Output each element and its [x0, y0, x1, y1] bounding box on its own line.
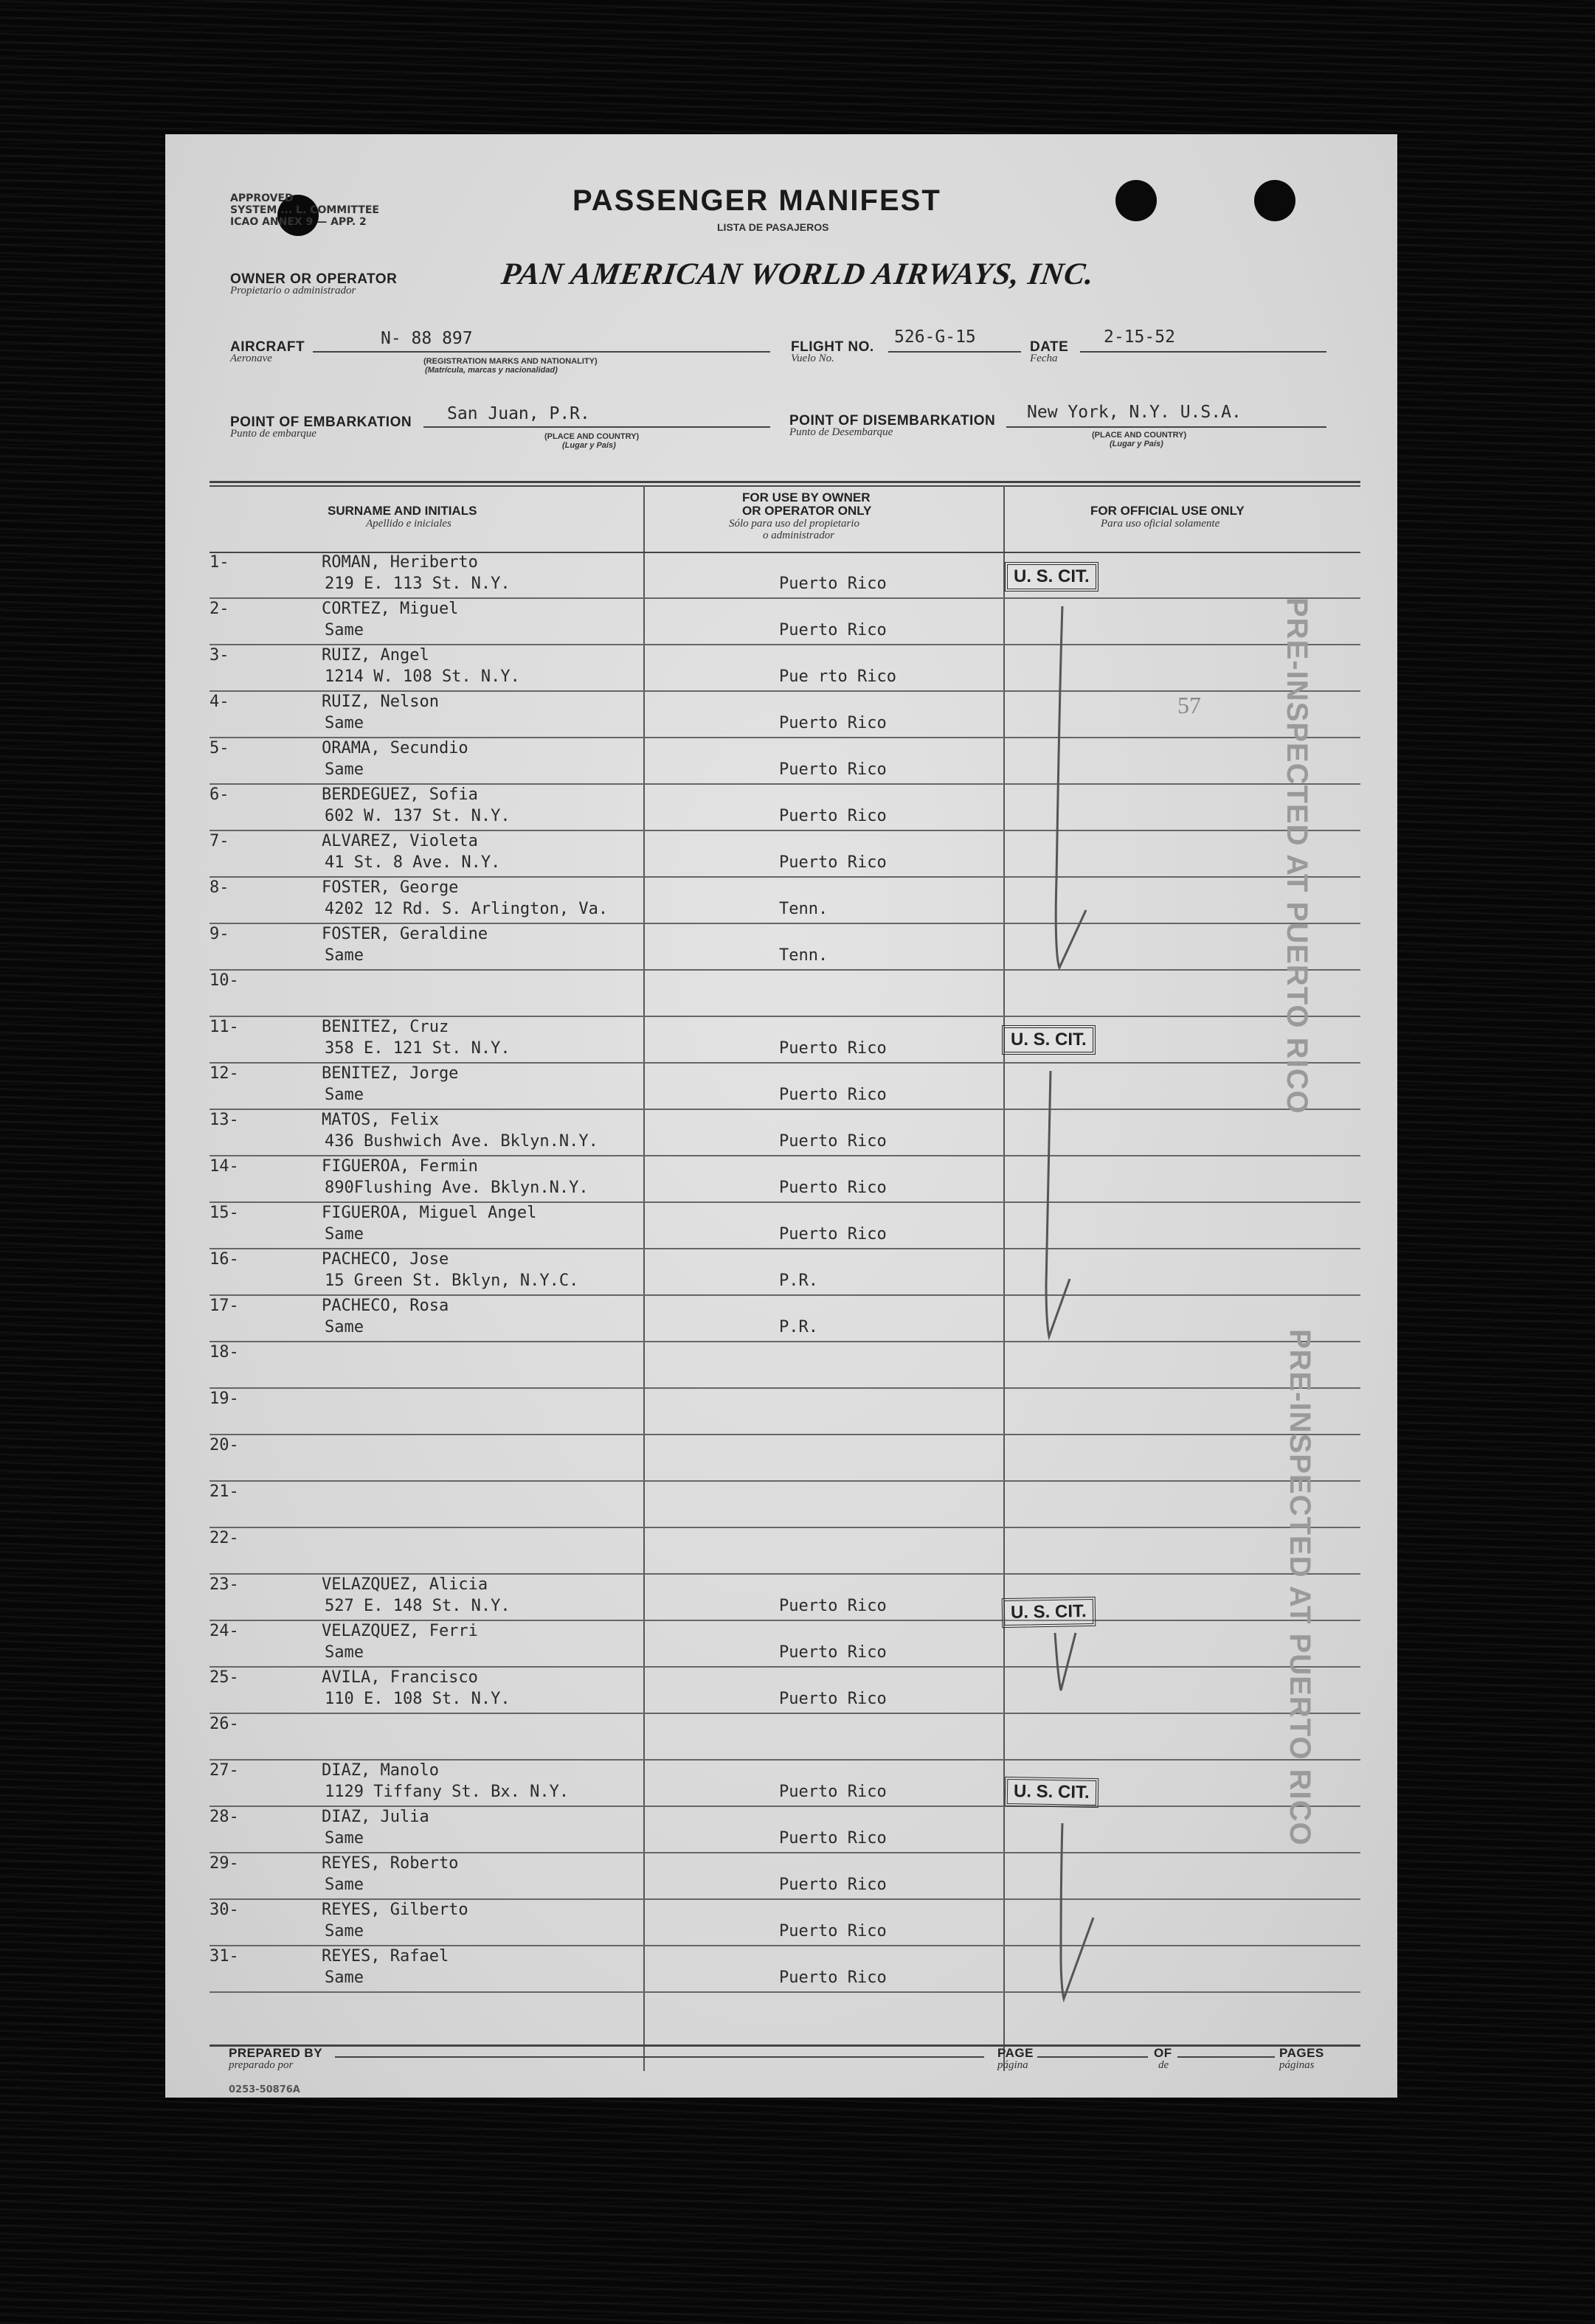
- row-number: 20-: [210, 1436, 239, 1454]
- aircraft-label: AIRCRAFT: [230, 339, 305, 355]
- aircraft-label-es: Aeronave: [230, 353, 272, 364]
- column-header-official: FOR OFFICIAL USE ONLY: [1090, 504, 1245, 518]
- passenger-address: Same: [325, 1318, 364, 1336]
- passenger-name: BENITEZ, Jorge: [322, 1064, 459, 1083]
- passenger-name: DIAZ, Julia: [322, 1808, 429, 1826]
- passenger-address: 602 W. 137 St. N.Y.: [325, 807, 511, 825]
- row-number: 14-: [210, 1157, 239, 1176]
- prepared-by-label-es: preparado por: [229, 2059, 294, 2071]
- row-number: 29-: [210, 1854, 239, 1873]
- place-note-es: (Lugar y País): [1110, 440, 1163, 448]
- pages-label: PAGES: [1279, 2046, 1324, 2060]
- prepared-by-label: PREPARED BY: [229, 2046, 323, 2060]
- passenger-name: DIAZ, Manolo: [322, 1761, 439, 1780]
- registration-note-es: (Matrícula, marcas y nacionalidad): [425, 366, 558, 375]
- us-cit-stamp: U. S. CIT.: [1005, 562, 1098, 592]
- passenger-address: 219 E. 113 St. N.Y.: [325, 575, 511, 593]
- form-code: 0253-50876A: [229, 2084, 300, 2095]
- place-note-es: (Lugar y País): [562, 441, 616, 450]
- passenger-address: Same: [325, 1829, 364, 1848]
- passenger-address: Same: [325, 1643, 364, 1662]
- passenger-name: FOSTER, George: [322, 878, 459, 897]
- column-header-surname: SURNAME AND INITIALS: [328, 504, 477, 518]
- row-number: 8-: [210, 878, 229, 897]
- operator-name: PAN AMERICAN WORLD AIRWAYS, INC.: [499, 257, 1097, 291]
- passenger-residence: Puerto Rico: [779, 714, 887, 732]
- passenger-name: REYES, Gilberto: [322, 1901, 468, 1919]
- passenger-address: 4202 12 Rd. S. Arlington, Va.: [325, 900, 609, 918]
- passenger-address: Same: [325, 1225, 364, 1243]
- of-label-es: de: [1158, 2059, 1169, 2071]
- passenger-residence: Puerto Rico: [779, 807, 887, 825]
- row-number: 24-: [210, 1622, 239, 1640]
- page-title: PASSENGER MANIFEST: [572, 184, 941, 217]
- passenger-residence: Puerto Rico: [779, 1039, 887, 1058]
- passenger-residence: Puerto Rico: [779, 1086, 887, 1104]
- passenger-address: 1214 W. 108 St. N.Y.: [325, 667, 520, 686]
- passenger-address: 527 E. 148 St. N.Y.: [325, 1597, 511, 1615]
- us-cit-stamp: U. S. CIT.: [1002, 1597, 1096, 1628]
- flight-label: FLIGHT NO.: [791, 339, 874, 355]
- approval-line: APPROVED: [230, 192, 294, 204]
- row-number: 28-: [210, 1808, 239, 1826]
- flight-value: 526-G-15: [894, 327, 976, 347]
- approval-line: SYSTEM ... L. COMMITTEE: [230, 204, 379, 216]
- passenger-residence: Puerto Rico: [779, 1132, 887, 1151]
- approval-line: ICAO ANNEX 9 — APP. 2: [230, 216, 367, 228]
- passenger-address: 110 E. 108 St. N.Y.: [325, 1690, 511, 1708]
- row-number: 9-: [210, 925, 229, 943]
- passenger-residence: Puerto Rico: [779, 853, 887, 872]
- passenger-residence: Puerto Rico: [779, 1876, 887, 1894]
- passenger-name: PACHECO, Jose: [322, 1250, 449, 1269]
- row-number: 15-: [210, 1204, 239, 1222]
- page-line: [1037, 2056, 1148, 2058]
- column-header-official-es: Para uso oficial solamente: [1101, 518, 1220, 530]
- passenger-address: Same: [325, 1969, 364, 1987]
- page-title-es: LISTA DE PASAJEROS: [717, 221, 829, 233]
- passenger-residence: Puerto Rico: [779, 760, 887, 779]
- passenger-address: Same: [325, 1922, 364, 1940]
- embark-label-es: Punto de embarque: [230, 428, 316, 440]
- row-number: 17-: [210, 1297, 239, 1315]
- row-number: 12-: [210, 1064, 239, 1083]
- row-number: 5-: [210, 739, 229, 757]
- passenger-residence: Puerto Rico: [779, 1643, 887, 1662]
- passenger-name: VELAZQUEZ, Ferri: [322, 1622, 478, 1640]
- of-label: OF: [1154, 2046, 1172, 2060]
- row-number: 10-: [210, 971, 239, 990]
- passenger-address: Same: [325, 621, 364, 639]
- date-value: 2-15-52: [1104, 327, 1175, 347]
- row-number: 16-: [210, 1250, 239, 1269]
- row-number: 4-: [210, 693, 229, 711]
- passenger-residence: Puerto Rico: [779, 621, 887, 639]
- passenger-address: 358 E. 121 St. N.Y.: [325, 1039, 511, 1058]
- row-number: 7-: [210, 832, 229, 850]
- preinspected-stamp: PRE-INSPECTED AT PUERTO RICO: [1284, 1329, 1316, 1846]
- passenger-address: 890Flushing Ave. Bklyn.N.Y.: [325, 1179, 589, 1197]
- row-number: 13-: [210, 1111, 239, 1129]
- passenger-name: MATOS, Felix: [322, 1111, 439, 1129]
- passenger-name: REYES, Rafael: [322, 1947, 449, 1966]
- passenger-name: AVILA, Francisco: [322, 1668, 478, 1687]
- column-header-surname-es: Apellido e iniciales: [366, 518, 451, 530]
- prepared-by-line: [335, 2056, 984, 2058]
- passenger-name: CORTEZ, Miguel: [322, 600, 459, 618]
- embark-label: POINT OF EMBARKATION: [230, 414, 412, 430]
- date-label: DATE: [1030, 339, 1069, 355]
- place-note: (PLACE AND COUNTRY): [544, 432, 640, 441]
- page-label-es: página: [997, 2059, 1028, 2071]
- disembark-value: New York, N.Y. U.S.A.: [1027, 403, 1242, 422]
- row-number: 31-: [210, 1947, 239, 1966]
- owner-label-es: Propietario o administrador: [230, 285, 356, 296]
- passenger-address: Same: [325, 760, 364, 779]
- passenger-name: RUIZ, Angel: [322, 646, 429, 665]
- footer-rule: [210, 2044, 1360, 2047]
- manifest-sheet: [165, 134, 1397, 2098]
- passenger-residence: Puerto Rico: [779, 1597, 887, 1615]
- passenger-name: VELAZQUEZ, Alicia: [322, 1575, 488, 1594]
- pages-label-es: páginas: [1279, 2059, 1315, 2071]
- passenger-residence: Puerto Rico: [779, 1179, 887, 1197]
- page-label: PAGE: [997, 2046, 1034, 2060]
- passenger-name: FOSTER, Geraldine: [322, 925, 488, 943]
- disembark-label-es: Punto de Desembarque: [789, 426, 893, 438]
- row-number: 27-: [210, 1761, 239, 1780]
- passenger-name: BERDEGUEZ, Sofia: [322, 785, 478, 804]
- passenger-residence: Puerto Rico: [779, 1829, 887, 1848]
- row-number: 21-: [210, 1482, 239, 1501]
- owner-label: OWNER OR OPERATOR: [230, 271, 398, 287]
- us-cit-stamp: U. S. CIT.: [1005, 1777, 1098, 1808]
- pencil-note: 57: [1177, 692, 1201, 718]
- passenger-name: FIGUEROA, Fermin: [322, 1157, 478, 1176]
- flight-label-es: Vuelo No.: [791, 353, 834, 364]
- row-number: 2-: [210, 600, 229, 618]
- passenger-name: ALVAREZ, Violeta: [322, 832, 478, 850]
- passenger-name: ROMAN, Heriberto: [322, 553, 478, 572]
- place-note: (PLACE AND COUNTRY): [1092, 431, 1187, 440]
- row-number: 22-: [210, 1529, 239, 1547]
- column-header-owner-use-es: o administrador: [763, 530, 835, 541]
- aircraft-value: N- 88 897: [381, 329, 473, 348]
- passenger-name: PACHECO, Rosa: [322, 1297, 449, 1315]
- passenger-name: REYES, Roberto: [322, 1854, 459, 1873]
- passenger-residence: Puerto Rico: [779, 575, 887, 593]
- passenger-address: 436 Bushwich Ave. Bklyn.N.Y.: [325, 1132, 598, 1151]
- passenger-residence: Puerto Rico: [779, 1783, 887, 1801]
- passenger-address: Same: [325, 946, 364, 965]
- row-number: 18-: [210, 1343, 239, 1362]
- passenger-address: 1129 Tiffany St. Bx. N.Y.: [325, 1783, 570, 1801]
- registration-note: (REGISTRATION MARKS AND NATIONALITY): [423, 357, 598, 366]
- passenger-residence: Puerto Rico: [779, 1969, 887, 1987]
- row-number: 11-: [210, 1018, 239, 1036]
- pages-line: [1177, 2056, 1275, 2058]
- passenger-residence: Pue rto Rico: [779, 667, 896, 686]
- passenger-name: FIGUEROA, Miguel Angel: [322, 1204, 537, 1222]
- row-number: 6-: [210, 785, 229, 804]
- passenger-address: 41 St. 8 Ave. N.Y.: [325, 853, 501, 872]
- passenger-residence: P.R.: [779, 1272, 818, 1290]
- passenger-residence: P.R.: [779, 1318, 818, 1336]
- us-cit-stamp: U. S. CIT.: [1002, 1025, 1096, 1055]
- date-label-es: Fecha: [1030, 353, 1058, 364]
- embark-value: San Juan, P.R.: [447, 404, 590, 423]
- column-header-owner-use-es: Sólo para uso del propietario: [729, 518, 859, 530]
- passenger-name: ORAMA, Secundio: [322, 739, 468, 757]
- passenger-address: 15 Green St. Bklyn, N.Y.C.: [325, 1272, 579, 1290]
- pencil-check-marks: [165, 134, 1397, 2098]
- passenger-name: BENITEZ, Cruz: [322, 1018, 449, 1036]
- column-header-owner-use: OR OPERATOR ONLY: [742, 504, 872, 518]
- passenger-address: Same: [325, 1876, 364, 1894]
- row-number: 26-: [210, 1715, 239, 1733]
- preinspected-stamp: PRE-INSPECTED AT PUERTO RICO: [1281, 597, 1313, 1114]
- row-number: 25-: [210, 1668, 239, 1687]
- disembark-label: POINT OF DISEMBARKATION: [789, 413, 996, 429]
- row-number: 19-: [210, 1390, 239, 1408]
- row-number: 30-: [210, 1901, 239, 1919]
- passenger-name: RUIZ, Nelson: [322, 693, 439, 711]
- row-number: 23-: [210, 1575, 239, 1594]
- passenger-address: Same: [325, 714, 364, 732]
- passenger-residence: Puerto Rico: [779, 1690, 887, 1708]
- column-header-owner-use: FOR USE BY OWNER: [742, 490, 871, 504]
- passenger-address: Same: [325, 1086, 364, 1104]
- row-number: 1-: [210, 553, 229, 572]
- passenger-residence: Puerto Rico: [779, 1922, 887, 1940]
- row-number: 3-: [210, 646, 229, 665]
- passenger-residence: Tenn.: [779, 946, 828, 965]
- passenger-residence: Puerto Rico: [779, 1225, 887, 1243]
- passenger-residence: Tenn.: [779, 900, 828, 918]
